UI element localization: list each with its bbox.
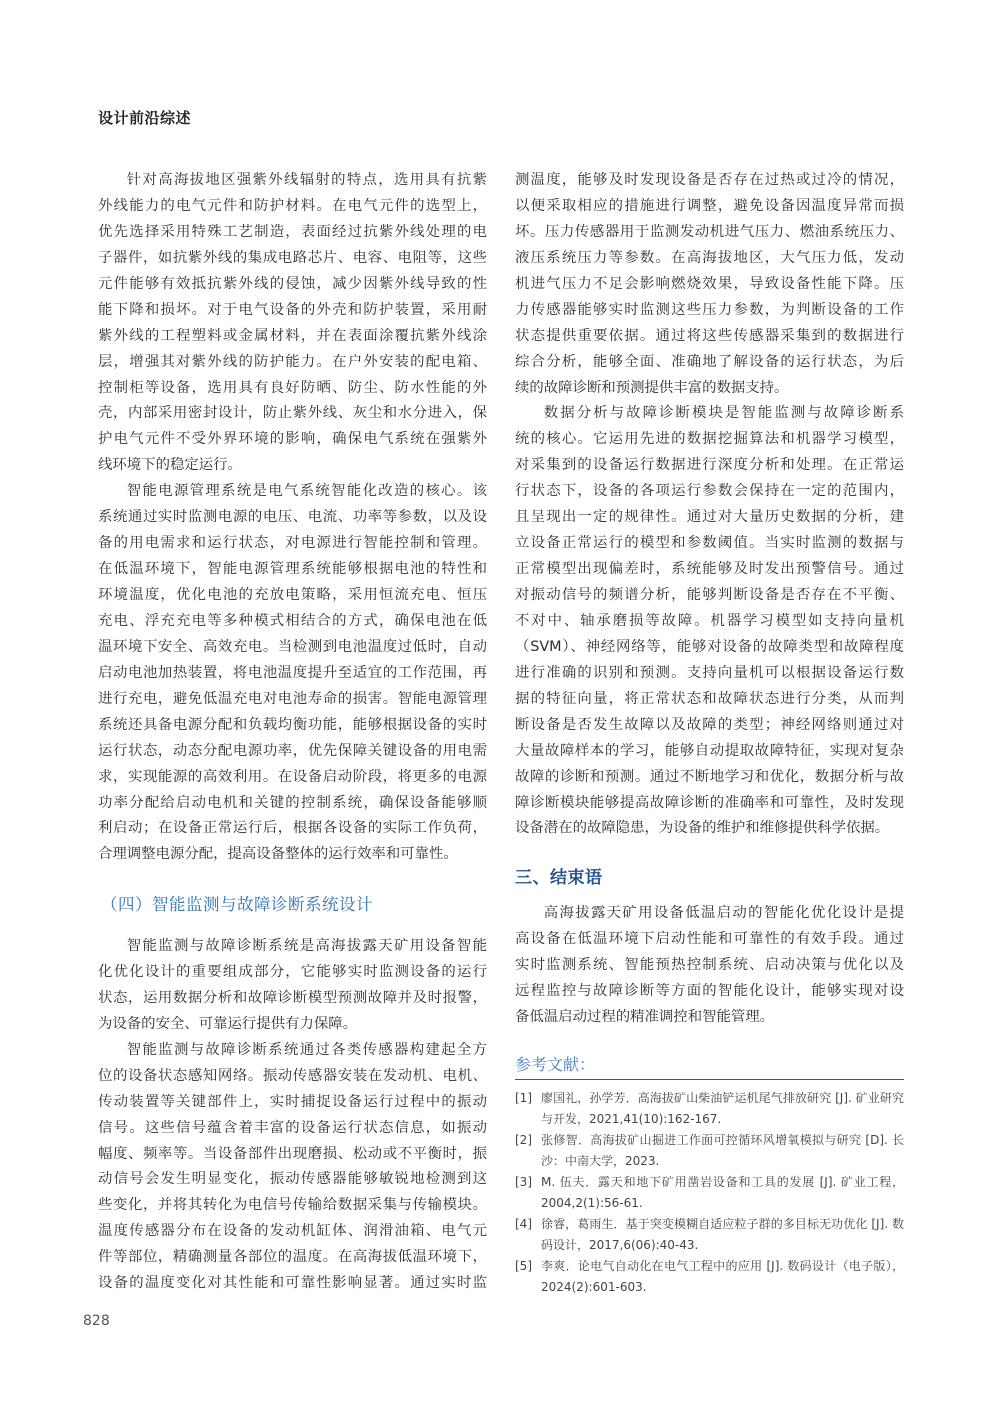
paragraph-line: 优先选择采用特殊工艺制造，表面经过抗紫外线处理的电 [98, 223, 487, 240]
page-number: 828 [83, 1313, 110, 1329]
reference-number: [2] [515, 1133, 532, 1147]
conclusion-body [515, 901, 904, 1031]
paragraph-line: 液压系统压力等参数。在高海拔地区，大气压力低，发动 [515, 249, 904, 266]
paragraph-line: 温度传感器分布在设备的发动机缸体、润滑油箱、电气元 [98, 1223, 487, 1240]
reference-item [515, 1172, 904, 1214]
paragraph-line: 设备的温度变化对其性能和可靠性影响显著。通过实时监 [98, 1275, 487, 1292]
paragraph-line: 正常模型出现偏差时，系统能够及时发出预警信号。通过 [515, 561, 904, 578]
paragraph-line: 护电气元件不受外界环境的影响，确保电气系统在强紫外 [98, 431, 487, 448]
paragraph-line: 紫外线的工程塑料或金属材料，并在表面涂覆抗紫外线涂 [98, 327, 487, 344]
reference-text: M. 伍夫．露天和地下矿用凿岩设备和工具的发展 [J]. 矿业工程，2004,2(1):56-61. [541, 1175, 904, 1210]
references-divider [515, 1079, 904, 1080]
paragraph-line: 化优化设计的重要组成部分，它能够实时监测设备的运行 [98, 963, 487, 980]
reference-item [515, 1256, 904, 1298]
paragraph-line: 故障的诊断和预测。通过不断地学习和优化，数据分析与故 [515, 768, 904, 785]
paragraph-line: 系统通过实时监测电源的电压、电流、功率等参数，以及设 [98, 509, 487, 526]
paragraph-line: 能下降和损坏。对于电气设备的外壳和防护装置，采用耐 [98, 301, 487, 318]
paragraph-line: 状态，运用数据分析和故障诊断模型预测故障并及时报警， [98, 989, 487, 1006]
reference-item [515, 1088, 904, 1130]
reference-number: [1] [515, 1091, 532, 1105]
paragraph-line: 不对中、轴承磨损等故障。机器学习模型如支持向量机 [515, 612, 904, 629]
references-list [515, 1088, 904, 1298]
section-heading-4: （四）智能监测与故障诊断系统设计 [101, 895, 373, 914]
running-head: 设计前沿综述 [98, 109, 192, 127]
paragraph-line: 运行状态，动态分配电源功率，优先保障关键设备的用电需 [98, 742, 487, 759]
paragraph-line: 动信号会发生明显变化，振动传感器能够敏锐地检测到这 [98, 1171, 487, 1188]
paragraph-line: 子器件，如抗紫外线的集成电路芯片、电容、电阻等，这些 [98, 249, 487, 266]
paragraph-line: 立设备正常运行的模型和参数阈值。当实时监测的数据与 [515, 535, 904, 552]
paragraph-line: 测温度，能够及时发现设备是否存在过热或过冷的情况， [515, 172, 904, 188]
paragraph-line: 高设备在低温环境下启动性能和可靠性的有效手段。通过 [515, 930, 904, 947]
paragraph-line: 系统还具备电源分配和负载均衡功能，能够根据设备的实时 [98, 716, 487, 733]
paragraph-line: 利启动；在设备正常运行后，根据各设备的实际工作负荷， [98, 820, 487, 837]
paragraph-line: 为设备的安全、可靠运行提供有力保障。 [98, 1015, 358, 1032]
paragraph-line: 障诊断模块能够提高故障诊断的准确率和可靠性，及时发现 [515, 794, 904, 811]
paragraph-line: 对采集到的设备运行数据进行深度分析和处理。在正常运 [515, 457, 904, 474]
paragraph-line: 控制柜等设备，选用具有良好防晒、防尘、防水性能的外 [98, 379, 487, 396]
paragraph-line: 智能监测与故障诊断系统是高海拔露天矿用设备智能 [126, 938, 487, 954]
paragraph-line: 综合分析，能够全面、准确地了解设备的运行状态，为后 [515, 353, 904, 370]
paragraph-line: 数据分析与故障诊断模块是智能监测与故障诊断系 [543, 405, 904, 422]
paragraph-line: 备低温启动过程的精准调控和智能管理。 [515, 1008, 775, 1025]
reference-text: 廖国礼，孙学芳．高海拔矿山柴油铲运机尾气排放研究 [J]. 矿业研究与开发，2021,41(10):162-167. [541, 1091, 904, 1126]
paragraph-line: 合理调整电源分配，提高设备整体的运行效率和可靠性。 [98, 846, 458, 863]
reference-item [515, 1130, 904, 1172]
paragraph-line: 壳，内部采用密封设计，防止紫外线、灰尘和水分进入，保 [98, 405, 487, 422]
paragraph-line: 幅度、频率等。当设备部件出现磨损、松动或不平衡时，振 [98, 1145, 487, 1162]
paragraph-line: 进行准确的识别和预测。支持向量机可以根据设备运行数 [515, 664, 904, 681]
paragraph-line: 坏。压力传感器用于监测发动机进气压力、燃油系统压力、 [515, 223, 904, 240]
paragraph-line: 续的故障诊断和预测提供丰富的数据支持。 [515, 379, 789, 396]
paragraph-line: 温环境下安全、高效充电。当检测到电池温度过低时，自动 [98, 638, 487, 655]
paragraph-line: 功率分配给启动电机和关键的控制系统，确保设备能够顺 [98, 794, 487, 811]
paragraph-line: 件等部位，精确测量各部位的温度。在高海拔低温环境下， [98, 1249, 487, 1266]
paragraph-line: 统的核心。它运用先进的数据挖掘算法和机器学习模型， [515, 431, 904, 448]
paragraph-line: 断设备是否发生故障以及故障的类型；神经网络则通过对 [515, 716, 904, 733]
reference-number: [5] [515, 1259, 532, 1273]
left-column-section-body [98, 934, 487, 1297]
paragraph-line: 针对高海拔地区强紫外线辐射的特点，选用具有抗紫 [126, 172, 487, 188]
reference-number: [4] [515, 1217, 532, 1231]
paragraph-line: 在低温环境下，智能电源管理系统能够根据电池的特性和 [98, 561, 487, 578]
paragraph-line: 层，增强其对紫外线的防护能力。在户外安装的配电箱、 [98, 353, 487, 370]
paragraph-line: 力传感器能够实时监测这些压力参数，为判断设备的工作 [515, 301, 904, 318]
paragraph-line: 外线能力的电气元件和防护材料。在电气元件的选型上， [98, 197, 487, 214]
paragraph-line: 些变化，并将其转化为电信号传输给数据采集与传输模块。 [98, 1197, 487, 1214]
paragraph-line: 设备潜在的故障隐患，为设备的维护和维修提供科学依据。 [515, 820, 890, 837]
paragraph-line: 大量故障样本的学习，能够自动提取故障特征，实现对复杂 [515, 742, 904, 759]
right-column-body [515, 168, 904, 842]
paragraph-line: 机进气压力不足会影响燃烧效果，导致设备性能下降。压 [515, 275, 904, 292]
paragraph-line: 线环境下的稳定运行。 [98, 457, 242, 474]
paragraph-line: 智能监测与故障诊断系统通过各类传感器构建起全方 [126, 1041, 487, 1058]
paragraph-line: 位的设备状态感知网络。振动传感器安装在发动机、电机、 [98, 1067, 487, 1084]
paragraph-line: 备的用电需求和运行状态，对电源进行智能控制和管理。 [98, 535, 487, 552]
reference-text: 李爽．论电气自动化在电气工程中的应用 [J]. 数码设计（电子版），2024(2):601-603. [541, 1259, 904, 1294]
reference-text: 张修智．高海拔矿山掘进工作面可控循环风增氧模拟与研究 [D]. 长沙：中南大学，2023. [541, 1133, 904, 1168]
paragraph-line: 智能电源管理系统是电气系统智能化改造的核心。该 [126, 483, 487, 500]
paragraph-line: 远程监控与故障诊断等方面的智能化设计，能够实现对设 [515, 982, 904, 999]
paragraph-line: 对振动信号的频谱分析，能够判断设备是否存在不平衡、 [515, 587, 904, 603]
paragraph-line: 状态提供重要依据。通过将这些传感器采集到的数据进行 [515, 327, 904, 344]
paragraph-line: 信号。这些信号蕴含着丰富的设备运行状态信息，如振动 [98, 1119, 487, 1136]
reference-number: [3] [515, 1175, 532, 1189]
paragraph-line: 行状态下，设备的各项运行参数会保持在一定的范围内， [515, 483, 904, 500]
paragraph-line: 进行充电，避免低温充电对电池寿命的损害。智能电源管理 [98, 690, 487, 707]
paragraph-line: 传动装置等关键部件上，实时捕捉设备运行过程中的振动 [98, 1093, 487, 1110]
paragraph-line: 实时监测系统、智能预热控制系统、启动决策与优化以及 [515, 956, 904, 973]
paragraph-line: （SVM）、神经网络等，能够对设备的故障类型和故障程度 [515, 638, 904, 655]
paragraph-line: 据的特征向量，将正常状态和故障状态进行分类，从而判 [515, 690, 904, 707]
paragraph-line: 且呈现出一定的规律性。通过对大量历史数据的分析，建 [515, 509, 904, 526]
reference-text: 徐睿，葛雨生．基于突变模糊自适应粒子群的多目标无功优化 [J]. 数码设计，2017,6(06):40-43. [541, 1217, 904, 1252]
paragraph-line: 充电、浮充充电等多种模式相结合的方式，确保电池在低 [98, 612, 487, 629]
left-column-body [98, 168, 487, 868]
paragraph-line: 环境温度，优化电池的充放电策略，采用恒流充电、恒压 [98, 587, 487, 603]
paragraph-line: 元件能够有效抵抗紫外线的侵蚀，减少因紫外线导致的性 [98, 275, 487, 292]
paragraph-line: 以便采取相应的措施进行调整，避免设备因温度异常而损 [515, 197, 904, 214]
reference-item [515, 1214, 904, 1256]
references-title: 参考文献： [515, 1055, 596, 1074]
conclusion-heading: 三、结束语 [515, 868, 603, 888]
paragraph-line: 高海拔露天矿用设备低温启动的智能化优化设计是提 [543, 905, 904, 921]
paragraph-line: 求，实现能源的高效利用。在设备启动阶段，将更多的电源 [98, 768, 487, 785]
paragraph-line: 启动电池加热装置，将电池温度提升至适宜的工作范围，再 [98, 664, 487, 681]
